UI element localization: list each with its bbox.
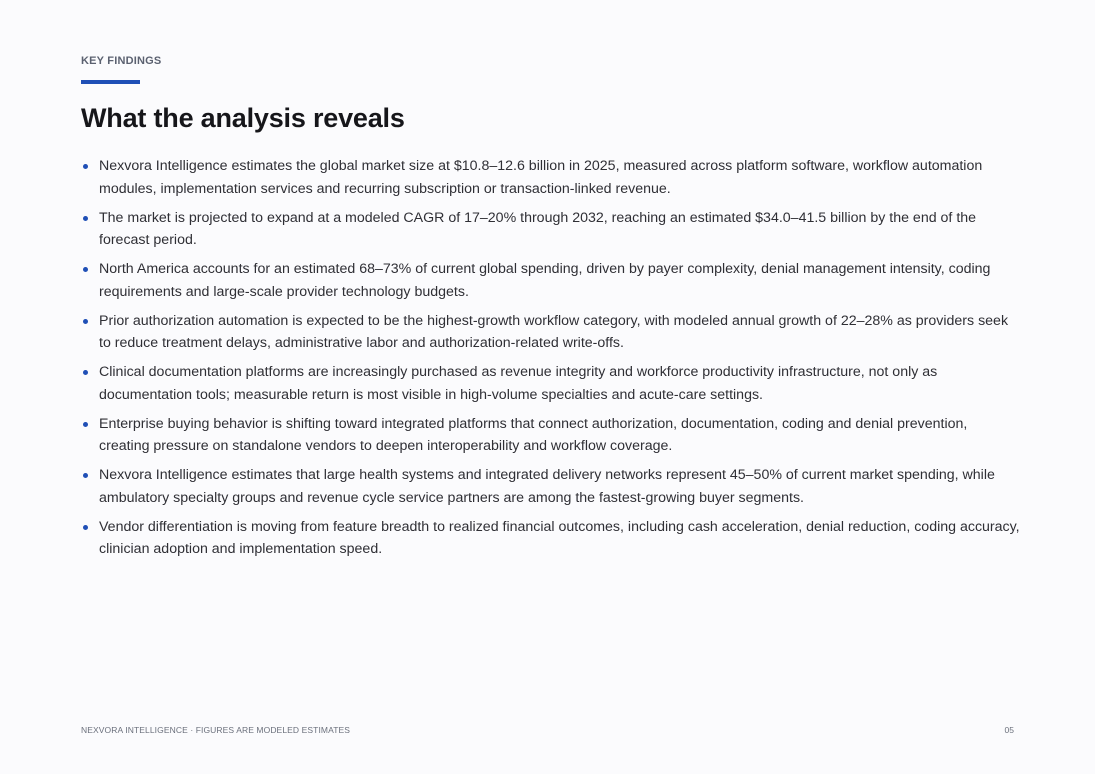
finding-item (81, 516, 1021, 561)
finding-text: Enterprise buying behavior is shifting toward integrated platforms that connect authorization, documentation, coding and denial prevention, creating pressure on standalone vendors to deepen interoperability and workflow coverage. (99, 415, 968, 454)
section-eyebrow: KEY FINDINGS (81, 55, 162, 67)
finding-item (81, 207, 1021, 252)
finding-item (81, 155, 1021, 200)
finding-text: Clinical documentation platforms are increasingly purchased as revenue integrity and workforce productivity infrastructure, not only as documentation tools; measurable return is most visible in high-volume specialties and acute-care settings. (99, 364, 938, 403)
findings-list (81, 155, 1021, 567)
finding-item (81, 413, 1021, 458)
accent-rule (81, 80, 140, 84)
bullet-icon (83, 473, 88, 478)
bullet-icon (83, 164, 88, 169)
finding-item (81, 361, 1021, 406)
finding-text: Nexvora Intelligence estimates that large health systems and integrated delivery networks represent 45–50% of current market spending, while ambulatory specialty groups and revenue cycle service partners are among the fastest-growing buyer segments. (99, 467, 995, 506)
finding-text: North America accounts for an estimated 68–73% of current global spending, driven by payer complexity, denial management intensity, coding requirements and large-scale provider technology budgets. (99, 261, 991, 300)
bullet-icon (83, 422, 88, 427)
bullet-icon (83, 267, 88, 272)
page-title: What the analysis reveals (81, 103, 405, 133)
finding-text: Vendor differentiation is moving from feature breadth to realized financial outcomes, including cash acceleration, denial reduction, coding accuracy, clinician adoption and implementation speed. (99, 518, 1020, 557)
finding-item (81, 258, 1021, 303)
bullet-icon (83, 319, 88, 324)
finding-text: Nexvora Intelligence estimates the global market size at $10.8–12.6 billion in 2025, measured across platform software, workflow automation modules, implementation services and recurring subscription or transaction-linked revenue. (99, 158, 983, 197)
finding-text: Prior authorization automation is expected to be the highest-growth workflow category, with modeled annual growth of 22–28% as providers seek to reduce treatment delays, administrative labor and authorization-related write-offs. (99, 312, 1009, 351)
bullet-icon (83, 525, 88, 530)
bullet-icon (83, 216, 88, 221)
finding-item (81, 310, 1021, 355)
footer-source: NEXVORA INTELLIGENCE · FIGURES ARE MODELED ESTIMATES (81, 725, 351, 735)
page-number: 05 (1004, 725, 1014, 735)
finding-item (81, 464, 1021, 509)
bullet-icon (83, 370, 88, 375)
finding-text: The market is projected to expand at a modeled CAGR of 17–20% through 2032, reaching an estimated $34.0–41.5 billion by the end of the forecast period. (99, 209, 977, 248)
